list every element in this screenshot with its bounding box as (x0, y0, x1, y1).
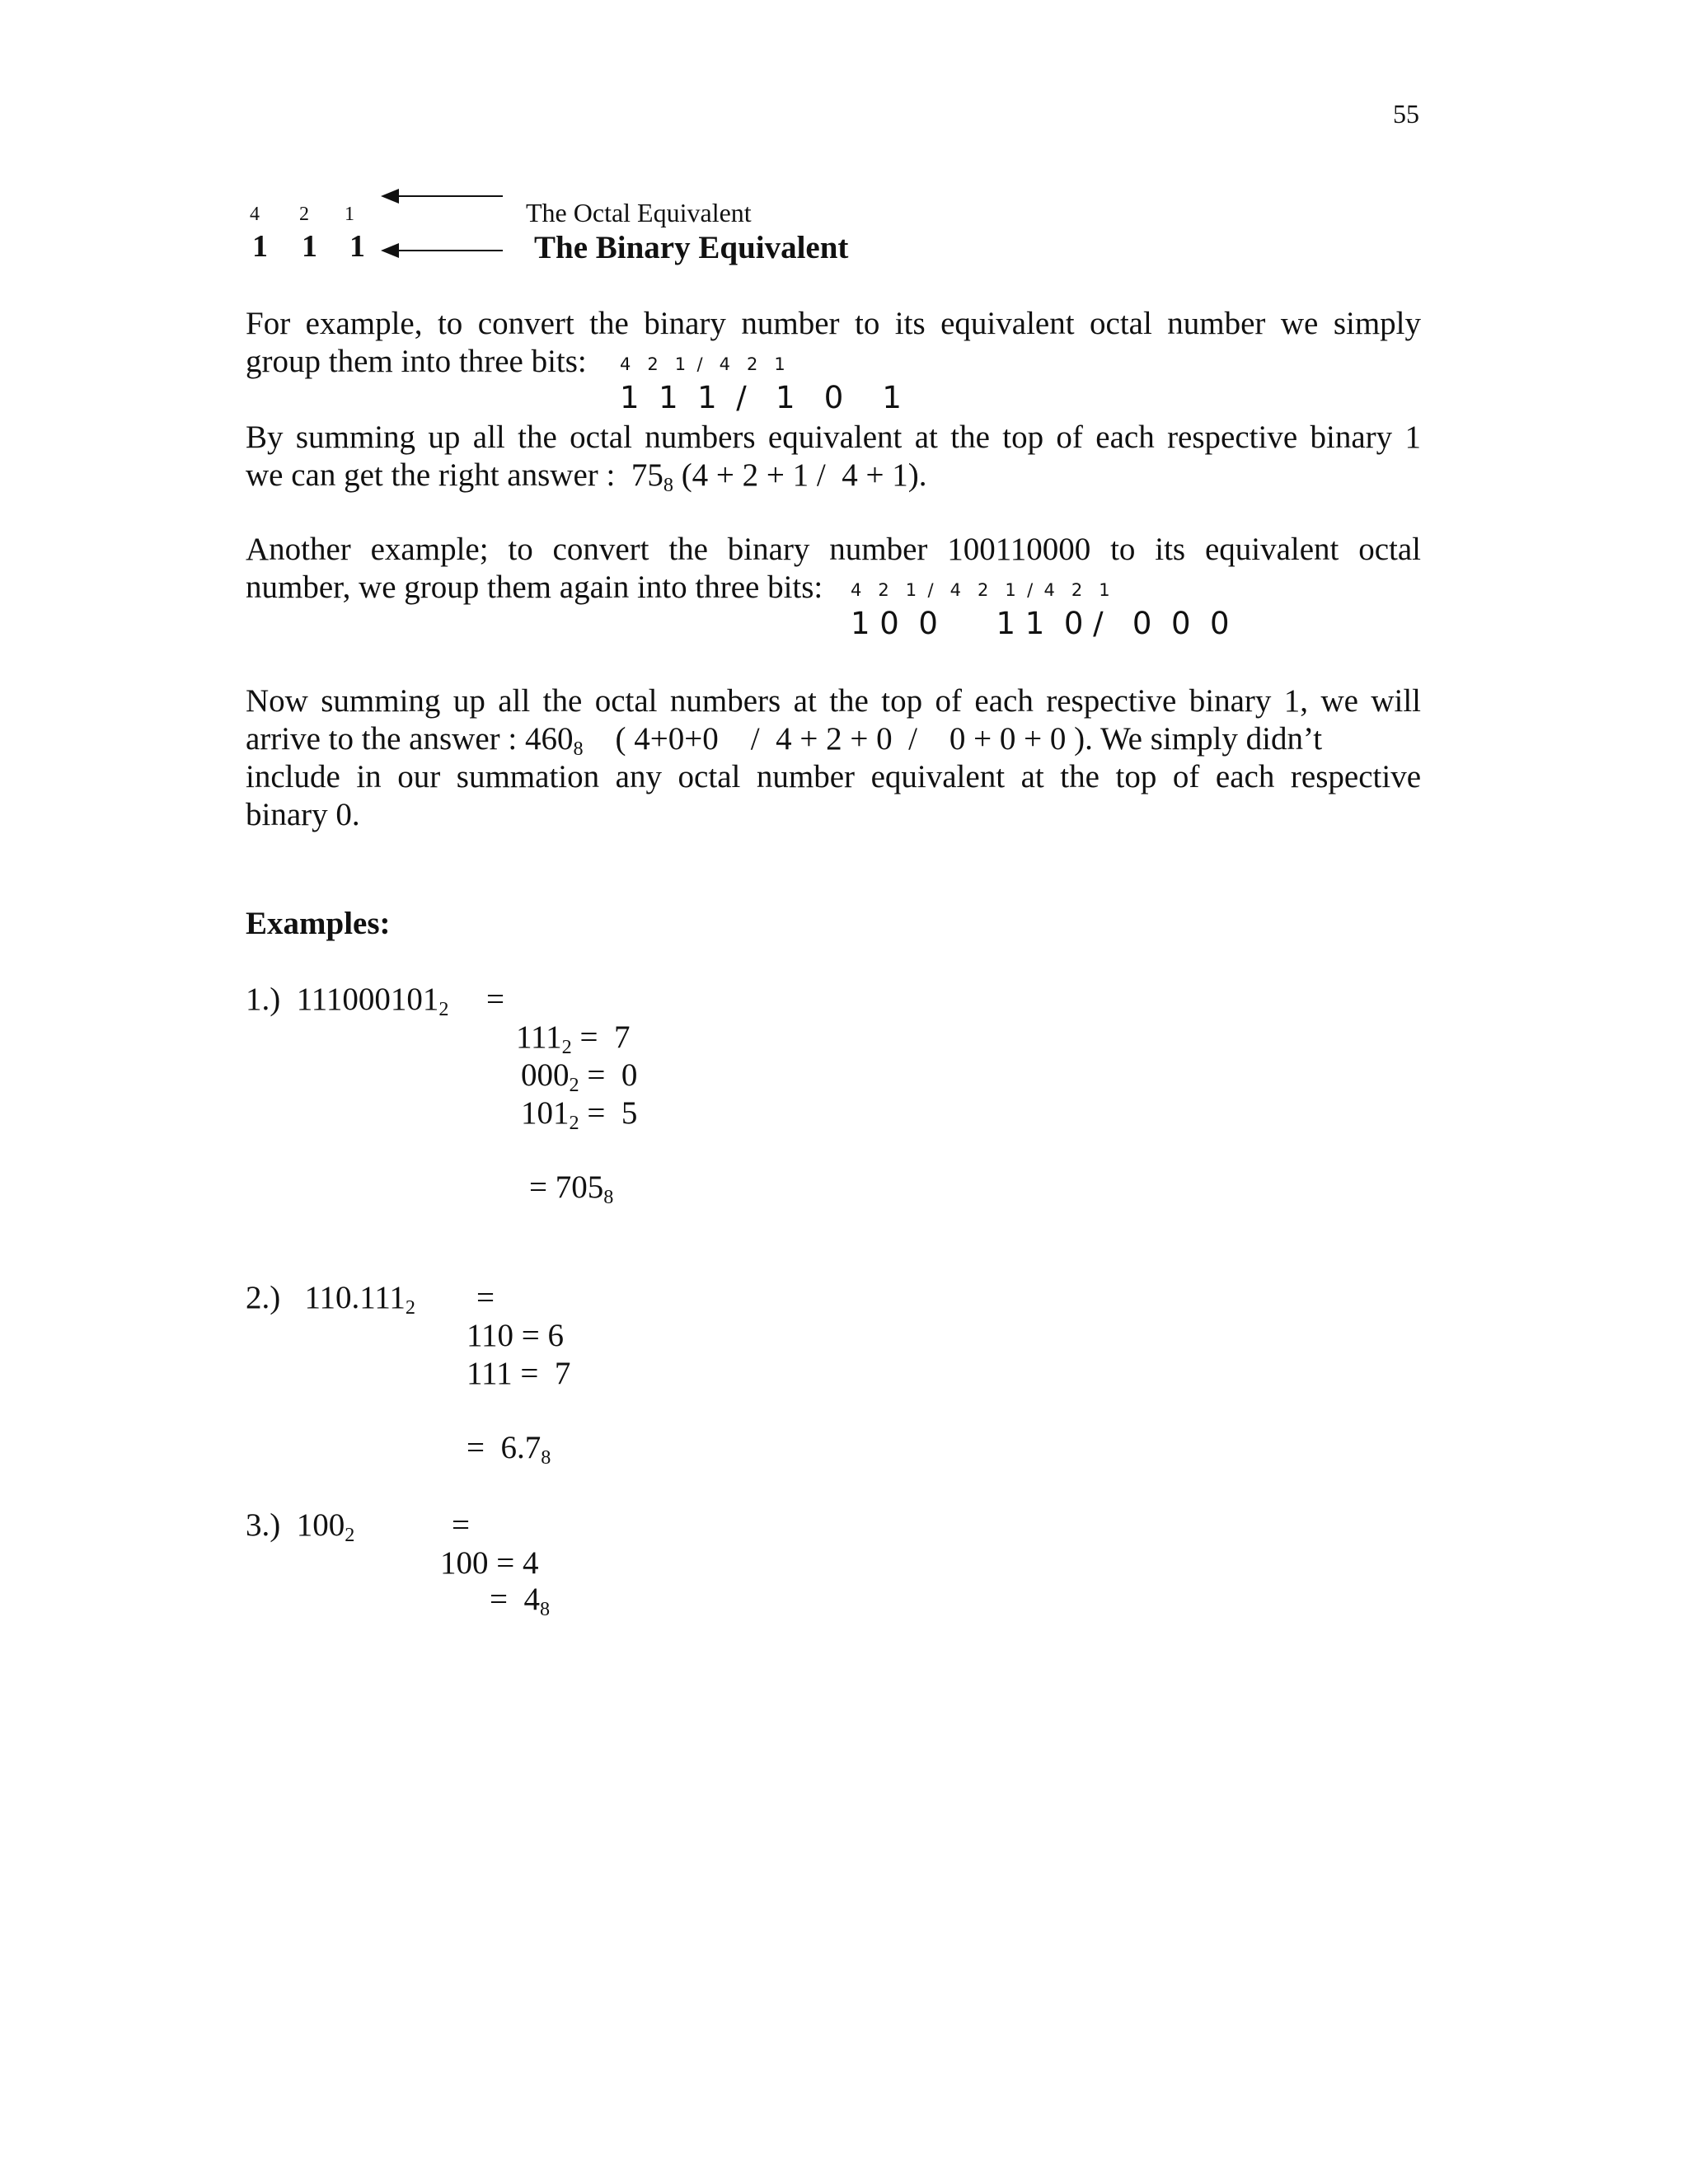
result-value: = 4 (490, 1582, 540, 1617)
example-3-row: 100 = 4 (440, 1545, 539, 1581)
example-2-result (467, 1429, 551, 1469)
binary-equivalent-label: The Binary Equivalent (534, 230, 849, 265)
paragraph-4-line-4: binary 0. (246, 797, 360, 832)
example-1-label (246, 981, 448, 1018)
paragraph-2-line-2 (246, 457, 926, 494)
result-value: = 6.7 (467, 1430, 542, 1465)
examples-heading: Examples: (246, 906, 391, 941)
paragraph-4-line-1: Now summing up all the octal numbers at the top of each respective binary 1, we will (246, 683, 1421, 719)
bit-1c: 1 (349, 229, 365, 264)
base-subscript: 2 (405, 1296, 415, 1319)
paragraph-1-line-1: For example, to convert the binary number to its equivalent octal number we simply (246, 306, 1421, 341)
base-subscript: 2 (569, 1111, 579, 1134)
octal-digit: = 0 (579, 1057, 638, 1093)
answer-text: we can get the right answer : 75 (246, 457, 663, 493)
base-subscript: 8 (541, 1446, 551, 1469)
answer-text: arrive to the answer : 460 (246, 721, 574, 757)
example-1-number: 1.) 111000101 (246, 982, 439, 1017)
example-2-equals: = (476, 1280, 495, 1315)
example-2-row-1: 110 = 6 (467, 1318, 565, 1353)
weight-2: 2 (299, 204, 309, 225)
weight-4: 4 (250, 204, 260, 225)
answer-sum: ( 4+0+0 / 4 + 2 + 0 / 0 + 0 + 0 ). We simply didn’t (583, 721, 1323, 757)
paragraph-3-weights: 4 2 1 / 4 2 1 / 4 2 1 (851, 580, 1110, 600)
paragraph-4-line-3: include in our summation any octal number equivalent at the top of each respective (246, 759, 1421, 794)
binary-group: 000 (521, 1057, 570, 1093)
example-1-result (529, 1169, 613, 1206)
binary-group: 111 (516, 1019, 562, 1055)
base-subscript: 8 (663, 473, 673, 496)
octal-digit: = 5 (579, 1095, 638, 1131)
example-3-number: 3.) 100 (246, 1507, 345, 1543)
example-3-result (490, 1581, 550, 1618)
paragraph-3-line-2: number, we group them again into three bits: (246, 569, 823, 605)
weight-1: 1 (345, 204, 354, 225)
base-subscript: 2 (569, 1073, 579, 1096)
paragraph-3-line-1: Another example; to convert the binary number 100110000 to its equivalent octal (246, 532, 1421, 567)
base-subscript: 8 (603, 1185, 614, 1208)
base-subscript: 8 (573, 737, 584, 760)
page-number: 55 (1393, 99, 1419, 129)
example-1-equals: = (486, 982, 504, 1017)
paragraph-2-line-1: By summing up all the octal numbers equivalent at the top of each respective binary 1 (246, 419, 1421, 455)
octal-digit: = 7 (571, 1019, 631, 1055)
example-1-row-1 (516, 1019, 630, 1056)
paragraph-4-line-2 (246, 720, 1323, 760)
bit-1a: 1 (252, 229, 268, 264)
octal-equivalent-label: The Octal Equivalent (526, 198, 752, 227)
example-3-label (246, 1507, 354, 1544)
base-subscript: 2 (561, 1035, 572, 1058)
paragraph-1-line-2: group them into three bits: (246, 344, 587, 379)
binary-group: 101 (521, 1095, 570, 1131)
paragraph-3-bits: 1 0 0 1 1 0 / 0 0 0 (851, 606, 1230, 641)
base-subscript: 2 (345, 1523, 355, 1546)
example-1-row-3 (521, 1094, 637, 1132)
paragraph-1-weights: 4 2 1 / 4 2 1 (620, 354, 785, 374)
example-2-row-2: 111 = 7 (467, 1356, 571, 1391)
paragraph-1-bits: 1 1 1 / 1 0 1 (620, 380, 902, 415)
example-3-equals: = (452, 1507, 470, 1543)
example-2-label (246, 1279, 415, 1319)
bit-1b: 1 (302, 229, 317, 264)
arrow-line-upper (396, 195, 503, 197)
result-value: = 705 (529, 1169, 604, 1205)
base-subscript: 8 (540, 1597, 551, 1620)
base-subscript: 2 (438, 997, 449, 1020)
example-1-row-2 (521, 1057, 637, 1094)
arrow-line-lower (396, 250, 503, 251)
example-2-number: 2.) 110.111 (246, 1280, 406, 1315)
answer-sum: (4 + 2 + 1 / 4 + 1). (673, 457, 927, 493)
